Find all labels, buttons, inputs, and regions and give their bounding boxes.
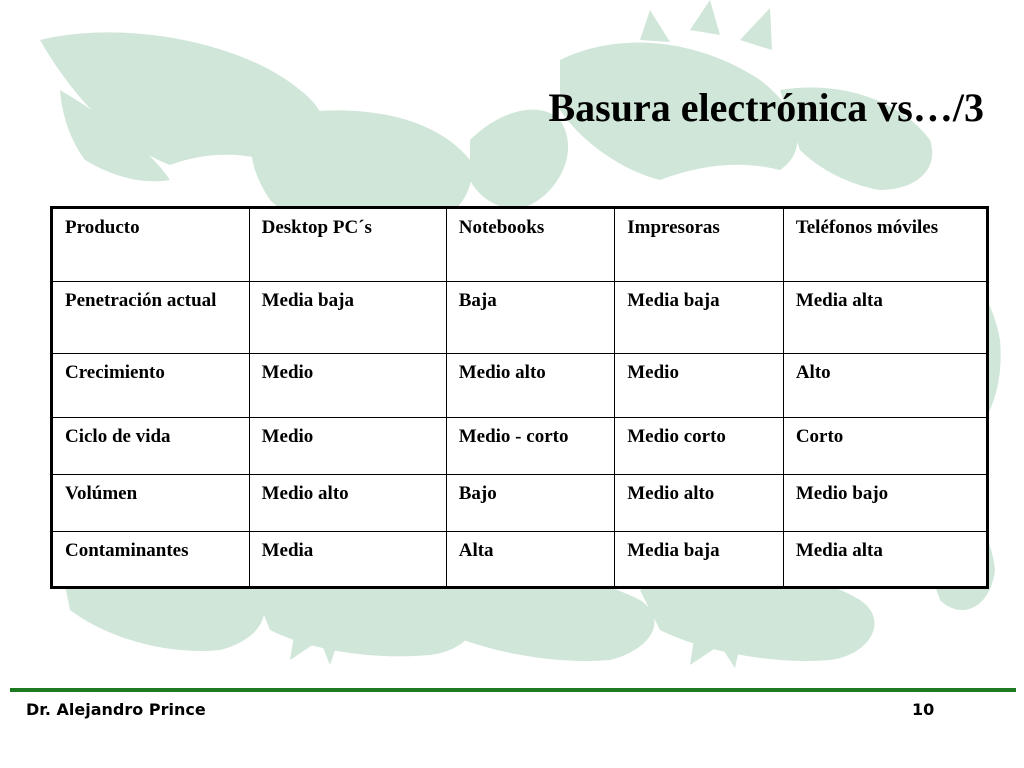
table-row: [52, 418, 988, 475]
table-cell: Media baja: [615, 532, 784, 588]
table-cell: Medio: [249, 418, 446, 475]
table-cell: Media: [249, 532, 446, 588]
table-cell: Teléfonos móviles: [783, 208, 987, 282]
table-cell: Producto: [52, 208, 250, 282]
table-row-header: [52, 208, 988, 282]
table-cell: Media alta: [783, 532, 987, 588]
table-cell: Medio bajo: [783, 475, 987, 532]
table-row: [52, 354, 988, 418]
table-cell: Medio: [249, 354, 446, 418]
table-cell: Penetración actual: [52, 282, 250, 354]
table-cell: Medio alto: [446, 354, 615, 418]
comparison-table: [50, 206, 989, 589]
table-cell: Alto: [783, 354, 987, 418]
table-cell: Crecimiento: [52, 354, 250, 418]
page-number: 10: [912, 700, 935, 719]
table-cell: Media baja: [249, 282, 446, 354]
table-cell: Ciclo de vida: [52, 418, 250, 475]
table-cell: Contaminantes: [52, 532, 250, 588]
table-cell: Media baja: [615, 282, 784, 354]
table-cell: Baja: [446, 282, 615, 354]
footer-divider: [10, 688, 1016, 692]
table-cell: Volúmen: [52, 475, 250, 532]
table-row: [52, 282, 988, 354]
table-cell: Impresoras: [615, 208, 784, 282]
footer-author: Dr. Alejandro Prince: [26, 700, 206, 719]
table-cell: Bajo: [446, 475, 615, 532]
table-cell: Medio alto: [615, 475, 784, 532]
table-cell: Corto: [783, 418, 987, 475]
table-cell: Desktop PC´s: [249, 208, 446, 282]
table-cell: Medio corto: [615, 418, 784, 475]
table-cell: Medio - corto: [446, 418, 615, 475]
table-cell: Media alta: [783, 282, 987, 354]
table-row: [52, 475, 988, 532]
table-row: [52, 532, 988, 588]
table-cell: Medio alto: [249, 475, 446, 532]
table-cell: Alta: [446, 532, 615, 588]
slide-title: Basura electrónica vs…/3: [548, 85, 984, 130]
table-cell: Medio: [615, 354, 784, 418]
table-cell: Notebooks: [446, 208, 615, 282]
